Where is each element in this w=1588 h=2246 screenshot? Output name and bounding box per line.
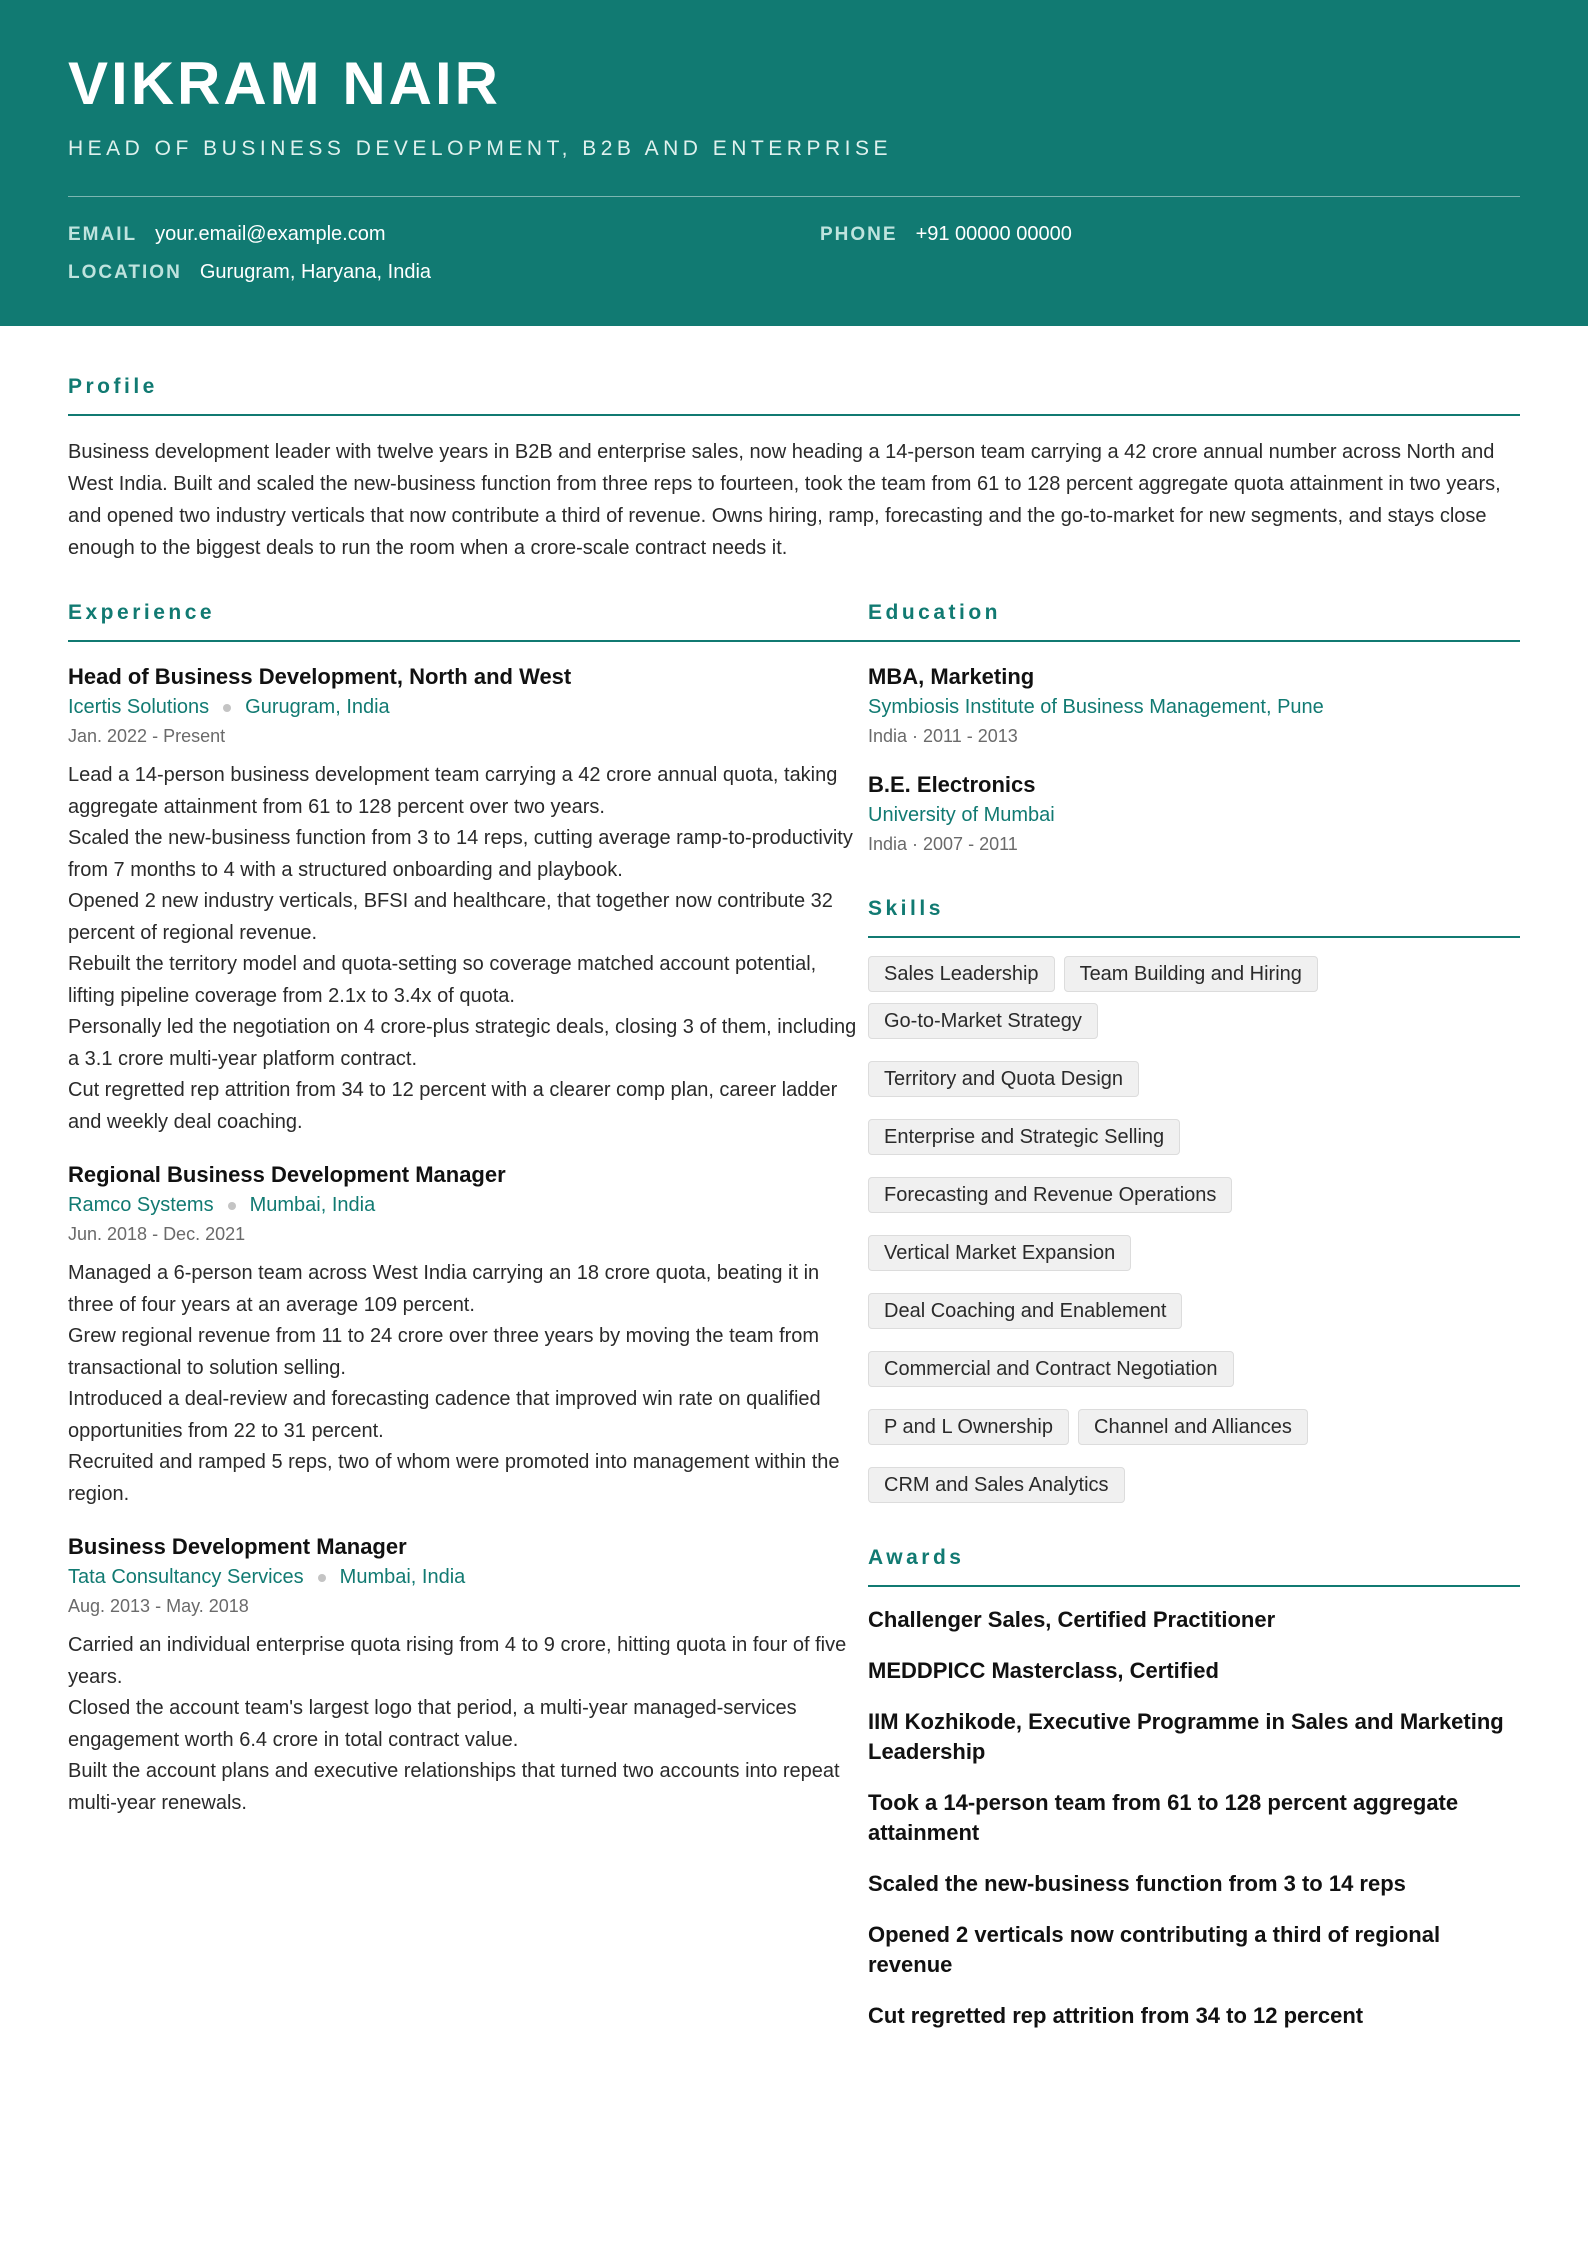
education-degree: B.E. Electronics	[868, 772, 1036, 797]
candidate-name: VIKRAM NAIR	[68, 50, 501, 117]
job-company: Ramco Systems	[68, 1194, 214, 1216]
contact-value: your.email@example.com	[155, 223, 386, 245]
contact-label: PHONE	[820, 224, 898, 245]
skill-chip: Commercial and Contract Negotiation	[868, 1351, 1234, 1387]
skill-chip: Sales Leadership	[868, 956, 1055, 992]
two-column-layout	[68, 600, 1520, 2031]
education-section	[868, 600, 1520, 858]
job-bullet: Rebuilt the territory model and quota-setting so coverage matched account potential, lifting pipeline coverage from 2.1x to 3.4x of quota.	[68, 953, 817, 1007]
job-bullet: Personally led the negotiation on 4 crore-plus strategic deals, closing 3 of them, including a 3.1 crore multi-year platform contract.	[68, 1016, 857, 1070]
skill-chip: Vertical Market Expansion	[868, 1235, 1131, 1271]
contact-location	[68, 259, 820, 286]
profile-section	[68, 374, 1520, 564]
education-school: Symbiosis Institute of Business Management, Pune	[868, 696, 1324, 718]
job-bullet: Cut regretted rep attrition from 34 to 12 percent with a clearer comp plan, career ladder and weekly deal coaching.	[68, 1079, 838, 1133]
job-company: Tata Consultancy Services	[68, 1566, 304, 1588]
header-divider	[68, 196, 1520, 197]
job-bullet: Lead a 14-person business development team carrying a 42 crore annual quota, taking aggregate attainment from 61 to 128 percent over two years.	[68, 764, 838, 818]
skill-chip: CRM and Sales Analytics	[868, 1467, 1125, 1503]
skill-chip: Territory and Quota Design	[868, 1061, 1139, 1097]
award-item: Challenger Sales, Certified Practitioner	[868, 1607, 1276, 1632]
education-entry	[868, 770, 1520, 858]
job-location: Gurugram, India	[245, 696, 390, 718]
job-location: Mumbai, India	[339, 1566, 466, 1588]
education-entry	[868, 662, 1520, 750]
job-dates: Jan. 2022 - Present	[68, 726, 226, 746]
contact-phone	[820, 221, 1520, 248]
job-bullets	[68, 1630, 868, 1819]
resume-body	[0, 374, 1588, 2031]
contact-value: +91 00000 00000	[915, 223, 1072, 245]
education-meta: India · 2011 - 2013	[868, 726, 1018, 746]
job-dates: Aug. 2013 - May. 2018	[68, 1596, 249, 1616]
contact-value: Gurugram, Haryana, India	[199, 261, 432, 283]
job-title: Head of Business Development, North and West	[68, 664, 572, 689]
separator-dot-icon	[223, 704, 231, 712]
skill-chip: Go-to-Market Strategy	[868, 1003, 1098, 1039]
job-bullets	[68, 760, 868, 1138]
job-bullet: Grew regional revenue from 11 to 24 crore over three years by moving the team from transactional to solution selling.	[68, 1325, 820, 1379]
contact-email	[68, 221, 820, 248]
job-org	[68, 1562, 868, 1592]
award-item: MEDDPICC Masterclass, Certified	[868, 1658, 1219, 1683]
resume-header	[0, 0, 1588, 326]
skill-chip: Team Building and Hiring	[1064, 956, 1318, 992]
award-item: IIM Kozhikode, Executive Programme in Sales and Marketing Leadership	[868, 1709, 1504, 1764]
contact-label: EMAIL	[68, 224, 138, 245]
skill-chip: Enterprise and Strategic Selling	[868, 1119, 1180, 1155]
job-entry	[68, 1160, 868, 1510]
job-bullets	[68, 1258, 868, 1510]
separator-dot-icon	[228, 1202, 236, 1210]
award-item: Cut regretted rep attrition from 34 to 12 percent	[868, 2003, 1364, 2028]
job-bullet: Managed a 6-person team across West India carrying an 18 crore quota, beating it in three of four years at an average 109 percent.	[68, 1262, 820, 1316]
skill-chip: Forecasting and Revenue Operations	[868, 1177, 1232, 1213]
job-bullet: Carried an individual enterprise quota rising from 4 to 9 crore, hitting quota in four of five years.	[68, 1634, 847, 1688]
skill-chip: P and L Ownership	[868, 1409, 1069, 1445]
award-list	[868, 1605, 1520, 2031]
job-company: Icertis Solutions	[68, 696, 210, 718]
job-org	[68, 1190, 868, 1220]
profile-summary: Business development leader with twelve years in B2B and enterprise sales, now heading a 14-person team carrying a 42 crore annual number across North and West India. Built and scaled the new-business function from three reps to fourteen, took the team from 61 to 128 percent aggregate quota attainment in two years, and opened two industry verticals that now contribute a third of revenue. Owns hiring, ramp, forecasting and the go-to-market for new segments, and stays close enough to the biggest deals to run the room when a crore-scale contract needs it.	[68, 441, 1501, 559]
award-item: Took a 14-person team from 61 to 128 percent aggregate attainment	[868, 1790, 1459, 1845]
award-item: Opened 2 verticals now contributing a third of regional revenue	[868, 1922, 1441, 1977]
job-bullet: Opened 2 new industry verticals, BFSI and healthcare, that together now contribute 32 percent of regional revenue.	[68, 890, 833, 944]
section-title: Skills	[868, 896, 1520, 938]
job-entry	[68, 662, 868, 1138]
awards-section	[868, 1545, 1520, 2031]
skills-section	[868, 896, 1520, 1503]
education-degree: MBA, Marketing	[868, 664, 1035, 689]
job-bullet: Closed the account team's largest logo that period, a multi-year managed-services engagement worth 6.4 crore in total contract value.	[68, 1697, 797, 1751]
candidate-headline: HEAD OF BUSINESS DEVELOPMENT, B2B AND ENTERPRISE	[68, 137, 892, 160]
job-entry	[68, 1532, 868, 1819]
section-title: Experience	[68, 600, 868, 642]
job-bullet: Scaled the new-business function from 3 to 14 reps, cutting average ramp-to-productivity from 7 months to 4 with a structured onboarding and playbook.	[68, 827, 853, 881]
section-title: Education	[868, 600, 1520, 642]
skill-chip: Deal Coaching and Enablement	[868, 1293, 1182, 1329]
job-bullet: Recruited and ramped 5 reps, two of whom were promoted into management within the region.	[68, 1451, 840, 1505]
skill-chip: Channel and Alliances	[1078, 1409, 1308, 1445]
job-bullet: Introduced a deal-review and forecasting cadence that improved win rate on qualified opportunities from 22 to 31 percent.	[68, 1388, 821, 1442]
education-school: University of Mumbai	[868, 804, 1055, 826]
job-bullet: Built the account plans and executive relationships that turned two accounts into repeat multi-year renewals.	[68, 1760, 840, 1814]
section-title: Awards	[868, 1545, 1520, 1587]
section-title: Profile	[68, 374, 1520, 416]
education-meta: India · 2007 - 2011	[868, 834, 1018, 854]
contact-list	[68, 221, 1520, 286]
job-location: Mumbai, India	[249, 1194, 376, 1216]
job-org	[68, 692, 868, 722]
experience-section	[68, 600, 868, 2031]
sidebar-column	[868, 600, 1520, 2031]
separator-dot-icon	[318, 1574, 326, 1582]
contact-label: LOCATION	[68, 262, 182, 283]
award-item: Scaled the new-business function from 3 to 14 reps	[868, 1871, 1406, 1896]
job-title: Business Development Manager	[68, 1534, 407, 1559]
job-dates: Jun. 2018 - Dec. 2021	[68, 1224, 246, 1244]
skill-list	[868, 956, 1520, 1503]
job-title: Regional Business Development Manager	[68, 1162, 506, 1187]
